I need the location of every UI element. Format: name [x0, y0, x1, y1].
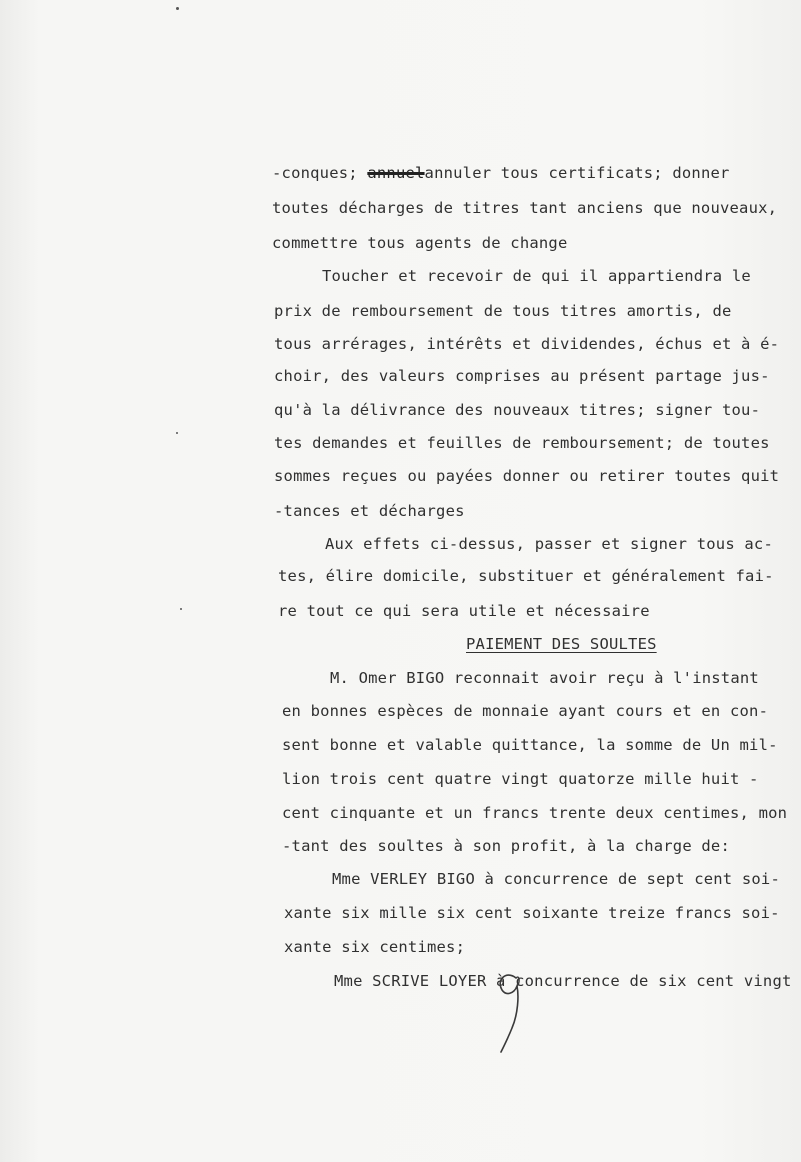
text-fragment: annuler tous certificats; donner — [424, 164, 730, 182]
text-line: Mme VERLEY BIGO à concurrence de sept cent soi- — [332, 870, 780, 888]
text-line: tes, élire domicile, substituer et généralement fai- — [278, 567, 774, 585]
text-line: Mme SCRIVE LOYER à concurrence de six cent vingt — [334, 972, 792, 990]
text-line: tes demandes et feuilles de remboursement; de toutes — [274, 434, 770, 452]
text-line: prix de remboursement de tous titres amortis, de — [274, 302, 732, 320]
text-line: Toucher et recevoir de qui il appartiendra le — [322, 267, 751, 285]
text-line: toutes décharges de titres tant anciens que nouveaux, — [272, 199, 778, 217]
text-line: choir, des valeurs comprises au présent partage jus- — [274, 367, 770, 385]
text-line: M. Omer BIGO reconnait avoir reçu à l'instant — [330, 669, 759, 687]
text-line: en bonnes espèces de monnaie ayant cours et en con- — [282, 702, 769, 720]
text-line: commettre tous agents de change — [272, 234, 568, 252]
text-line: xante six mille six cent soixante treize francs soi- — [284, 904, 780, 922]
section-heading: PAIEMENT DES SOULTES — [466, 635, 657, 653]
paper-speck — [176, 432, 178, 434]
text-line: -tances et décharges — [274, 502, 465, 520]
text-line: tous arrérages, intérêts et dividendes, échus et à é- — [274, 335, 780, 353]
text-line: re tout ce qui sera utile et nécessaire — [278, 602, 650, 620]
paper-speck — [180, 608, 182, 610]
text-line: cent cinquante et un francs trente deux centimes, mon — [282, 804, 788, 822]
text-line: qu'à la délivrance des nouveaux titres; signer tou- — [274, 401, 761, 419]
handwritten-nine-icon — [492, 966, 532, 1056]
text-fragment: -conques; — [272, 164, 358, 182]
text-line: sommes reçues ou payées donner ou retirer toutes quit — [274, 467, 780, 485]
struck-out-word: annuel — [367, 164, 425, 182]
text-line: xante six centimes; — [284, 938, 466, 956]
text-line: lion trois cent quatre vingt quatorze mille huit - — [282, 770, 759, 788]
text-line — [272, 163, 730, 183]
text-line: -tant des soultes à son profit, à la charge de: — [282, 837, 730, 855]
paper-speck — [176, 7, 179, 10]
text-line: Aux effets ci-dessus, passer et signer tous ac- — [325, 535, 773, 553]
text-line: sent bonne et valable quittance, la somme de Un mil- — [282, 736, 778, 754]
handwritten-page-number — [492, 966, 532, 1056]
